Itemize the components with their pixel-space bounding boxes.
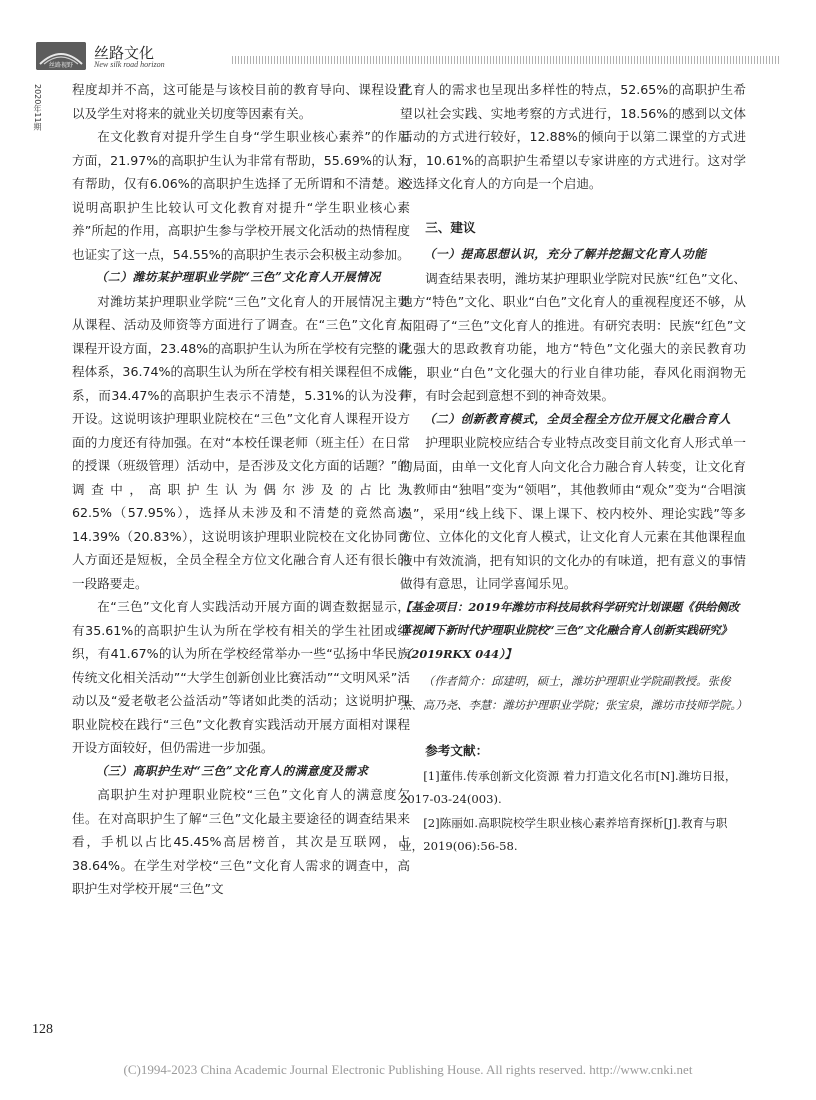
subsection-heading: （一）提高思想认识，充分了解并挖掘文化育人功能 — [423, 247, 707, 261]
author-note: （作者简介：邱建明，硕士，潍坊护理职业学院副教授。张俊杰、高乃尧、李慧：潍坊护理职业学院；张宝泉，潍坊市技师学院。） — [400, 674, 748, 712]
header-rule — [232, 56, 780, 64]
journal-subtitle: New silk road horizon — [94, 60, 165, 69]
subsection-heading: （二）潍坊某护理职业学院“三色”文化育人开展情况 — [95, 270, 381, 284]
page-number: 128 — [32, 1022, 53, 1037]
paragraph: 护理职业院校应结合专业特点改变目前文化育人形式单一的局面，由单一文化育人向文化合力融合育人转变，让文化育人教师由“独唱”变为“领唱”，其他教师由“观众”变为“合唱演员”，采用“线上线下、课上课下、校内校外、理论实践”等多方位、立体化的文化育人模式，让文化育人元素在其他课程血液中有效流淌，把有知识的文化办的有味道，把有意义的事情做得有意思，让同学喜闻乐见。 — [400, 435, 746, 591]
funding-note: 【基金项目：2019年潍坊市科技局软科学研究计划课题《供给侧改革视阈下新时代护理职业院校“三色”文化融合育人创新实践研究》（2019RKX 044）】 — [400, 599, 740, 661]
issue-label: 2020年11期 — [33, 84, 42, 131]
reference-item: [1]董伟.传承创新文化资源 着力打造文化名市[N].潍坊日报，2017-03-24(003). — [400, 768, 737, 806]
subsection-heading: （三）高职护生对“三色”文化育人的满意度及需求 — [95, 763, 369, 778]
paragraph: 在“三色”文化育人实践活动开展方面的调查数据显示，有35.61%的高职护生认为所在学校有相关的学生社团或组织，有41.67%的认为所在学校经常举办一些“弘扬中华民族传统文化相关活动”“大学生创新创业比赛活动”“文明风采”活动以及“爱老敬老公益活动”等诸如此类的活动；这说明护理职业院校在践行“三色”文化教育实践活动开展方面相对课程开设方面较好，但仍需进一步加强。 — [72, 599, 410, 755]
paragraph: 程度却并不高，这可能是与该校目前的教育导向、课程设置以及学生对将来的就业关切度等因素有关。 — [72, 82, 410, 121]
paragraph: 调查结果表明，潍坊某护理职业学院对民族“红色”文化、地方“特色”文化、职业“白色”文化育人的重视程度还不够，从而阻碍了“三色”文化育人的推进。有研究表明：民族“红色”文化强大的思政教育功能，地方“特色”文化强大的亲民教育功能，职业“白色”文化强大的行业自律功能，春风化雨润物无声，有时会起到意想不到的神奇效果。 — [400, 270, 746, 403]
logo-arc-icon — [36, 42, 86, 70]
subsection-heading: （二）创新教育模式，全员全程全方位开展文化融合育人 — [423, 411, 732, 426]
journal-title: 丝路文化 — [94, 44, 155, 62]
right-column — [400, 78, 746, 859]
journal-logo — [36, 42, 86, 70]
references-heading: 参考文献： — [425, 743, 489, 758]
copyright-footer: (C)1994-2023 China Academic Journal Electronic Publishing House. All rights reserved. http://www.cnki.net — [123, 1062, 693, 1077]
paragraph: 在文化教育对提升学生自身“学生职业核心素养”的作用方面，21.97%的高职护生认为非常有帮助，55.69%的认为有帮助，仅有6.06%的高职护生选择了无所谓和不清楚。这说明高职护生比较认可文化教育对提升“学生职业核心素养”所起的作用，高职护生参与学校开展文化活动的热情程度也证实了这一点，54.55%的高职护生表示会积极主动参加。 — [72, 129, 410, 262]
journal-header — [36, 40, 780, 74]
paragraph: 高职护生对护理职业院校“三色”文化育人的满意度欠佳。在对高职护生了解“三色”文化最主要途径的调查结果来看，手机以占比45.45%高居榜首，其次是互联网，占38.64%。在学生对学校“三色”文化育人需求的调查中，高职护生对学校开展“三色”文 — [72, 787, 410, 896]
left-column — [72, 78, 410, 901]
paragraph: 对潍坊某护理职业学院“三色”文化育人的开展情况主要从课程、活动及师资等方面进行了调查。在“三色”文化育人课程开设方面，23.48%的高职护生认为所在学校有完整的课程体系，36.74%的高职生认为所在学校有相关课程但不成体系，而34.47%的高职护生表示不清楚，5.31%的认为没有开设。这说明该护理职业院校在“三色”文化育人课程开设方面的力度还有待加强。在对“本校任课老师（班主任）在日常的授课（班级管理）活动中，是否涉及文化方面的话题？”的调查中，高职护生认为偶尔涉及的占比为62.5%（57.95%），选择从未涉及和不清楚的竟然高达14.39%（20.83%），这说明该护理职业院校在文化协同育人方面还是短板，全员全程全方位文化融合育人还有很长的一段路要走。 — [72, 293, 410, 591]
paragraph: 化育人的需求也呈现出多样性的特点，52.65%的高职护生希望以社会实践、实地考察的方式进行，18.56%的感到以文体活动的方式进行较好，12.88%的倾向于以第二课堂的方式进行，10.61%的高职护生希望以专家讲座的方式进行。这对学校选择文化育人的方向是一个启迪。 — [400, 82, 746, 191]
reference-item: [2]陈丽如.高职院校学生职业核心素养培育探析[J].教育与职业，2019(06):56-58. — [400, 815, 728, 853]
svg-text:丝路视野: 丝路视野 — [48, 62, 74, 69]
section-heading: 三、建议 — [425, 219, 476, 235]
